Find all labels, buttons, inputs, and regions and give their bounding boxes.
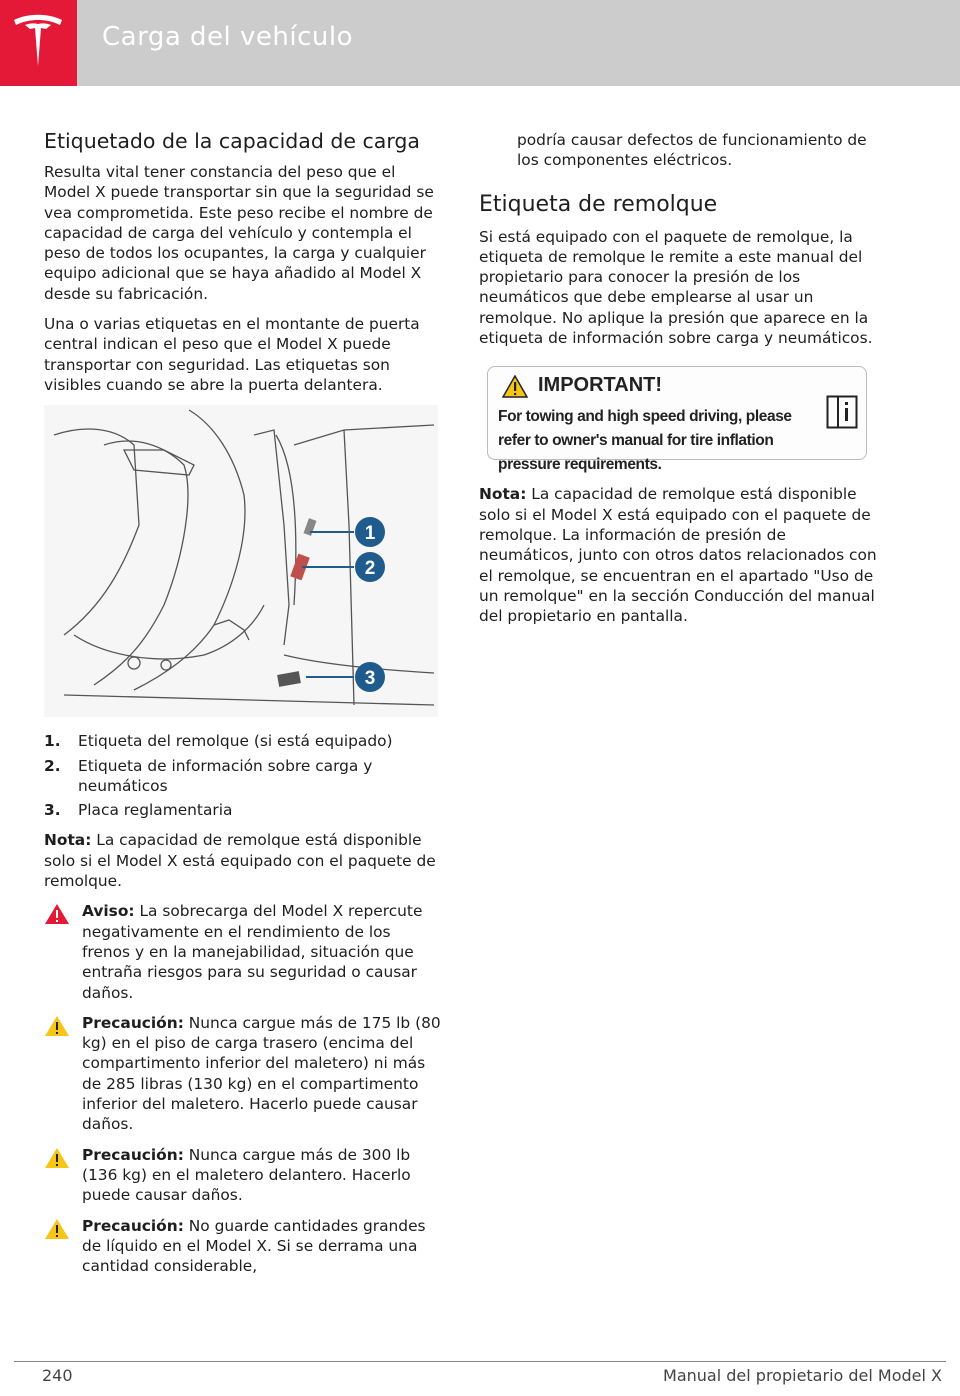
left-column	[44, 128, 442, 1286]
section-heading: Etiquetado de la capacidad de carga	[44, 129, 420, 153]
paragraph: Resulta vital tener constancia del peso que el Model X puede transportar sin que la seguridad se vea comprometida. Este peso recibe el nombre de capacidad de carga del vehículo y contempla el peso de todos los ocupantes, la carga y cualquier equipo adicional que se haya añadido al Model X desde su fabricación.	[44, 163, 434, 303]
label-list	[44, 731, 442, 820]
callout-1-label: 1	[364, 523, 376, 545]
list-number: 3.	[44, 801, 61, 820]
callout-2-label: 2	[364, 558, 376, 580]
warning-alert	[44, 901, 442, 1002]
caution-alert	[44, 1013, 442, 1135]
tesla-logo	[0, 0, 77, 86]
paragraph: Una o varias etiquetas en el montante de puerta central indican el peso que el Model X puede transportar con seguridad. Las etiquetas son visibles cuando se abre la puerta delantera.	[44, 315, 420, 394]
list-item	[44, 800, 442, 820]
list-text: Placa reglamentaria	[78, 801, 233, 820]
seat-and-pillar-drawing	[44, 405, 438, 717]
tesla-logo-icon	[10, 12, 66, 74]
right-column	[479, 130, 877, 636]
section-heading: Etiqueta de remolque	[479, 191, 718, 217]
alert-text: No guarde cantidades grandes de líquido en el Model X. Si se derrama una cantidad considerable,	[82, 1216, 426, 1276]
alert-label: Precaución:	[82, 1013, 184, 1032]
caution-triangle-icon	[44, 1218, 70, 1240]
paragraph: Si está equipado con el paquete de remolque, la etiqueta de remolque le remite a este manual del propietario para conocer la presión de los neumáticos que debe emplearse al usar un remolque. No aplique la presión que aparece en la etiqueta de información sobre carga y neumáticos.	[479, 227, 873, 348]
note-text: La capacidad de remolque está disponible solo si el Model X está equipado con el paquete de remolque. La información de presión de neumáticos, junto con otros datos relacionados con el remolque, se encuentran en el apartado "Uso de un remolque" en la sección Conducción del manual del propietario en pantalla.	[479, 485, 877, 626]
alert-text: Nunca cargue más de 300 lb (136 kg) en el maletero delantero. Hacerlo puede causar daños.	[82, 1145, 411, 1205]
door-pillar-illustration	[44, 405, 438, 717]
list-number: 1.	[44, 732, 61, 751]
list-number: 2.	[44, 756, 61, 775]
alert-text: Nunca cargue más de 175 lb (80 kg) en el piso de carga trasero (encima del compartimento inferior del maletero) ni más de 285 libras (130 kg) en el compartimento inferior del maletero. Hacerlo puede causar daños.	[82, 1013, 441, 1134]
warning-triangle-icon	[44, 903, 70, 925]
caution-alert	[44, 1216, 442, 1277]
footer-divider	[14, 1361, 946, 1362]
list-text: Etiqueta del remolque (si está equipado)	[78, 732, 393, 751]
manual-name: Manual del propietario del Model X	[663, 1366, 942, 1385]
list-item	[44, 731, 442, 751]
note	[44, 830, 442, 891]
alert-continuation: podría causar defectos de funcionamiento de los componentes eléctricos.	[517, 131, 867, 170]
manual-info-icon	[826, 395, 858, 429]
note-text: La capacidad de remolque está disponible solo si el Model X está equipado con el paquete de remolque.	[44, 831, 436, 891]
warning-triangle-icon	[502, 375, 528, 398]
towing-label-image	[487, 366, 867, 474]
alert-label: Precaución:	[82, 1216, 184, 1235]
page-title: Carga del vehículo	[102, 22, 353, 52]
alert-text: La sobrecarga del Model X repercute negativamente en el rendimiento de los frenos y en la manejabilidad, situación que entraña riesgos para su seguridad o causar daños.	[82, 902, 423, 1002]
alert-label: Aviso:	[82, 902, 135, 921]
callout-3-label: 3	[364, 668, 376, 690]
page-number: 240	[42, 1366, 73, 1385]
list-text: Etiqueta de información sobre carga y neumáticos	[78, 756, 373, 795]
note-label: Nota:	[44, 831, 92, 850]
caution-triangle-icon	[44, 1147, 70, 1169]
list-item	[44, 756, 442, 797]
note-label: Nota:	[479, 485, 527, 504]
note	[479, 484, 877, 626]
caution-alert	[44, 1145, 442, 1206]
alert-label: Precaución:	[82, 1145, 184, 1164]
caution-triangle-icon	[44, 1015, 70, 1037]
tow-label-text: For towing and high speed driving, please refer to owner's manual for tire inflation pressure requirements.	[498, 408, 792, 474]
important-heading: IMPORTANT!	[538, 374, 663, 397]
page-header	[0, 0, 960, 86]
